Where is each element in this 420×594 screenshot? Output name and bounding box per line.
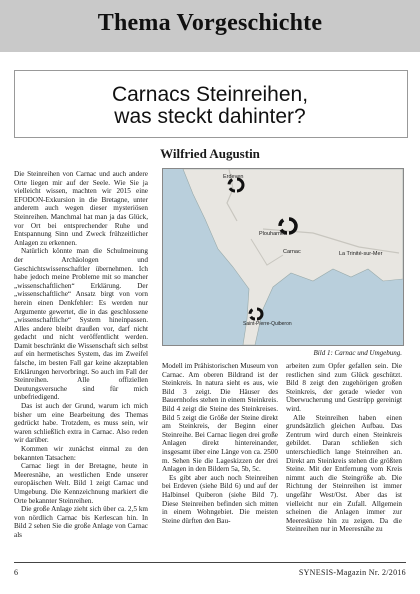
article-title-line-2: was steckt dahinter? (114, 105, 306, 128)
text-column-middle (162, 362, 278, 558)
author-name: Wilfried Augustin (160, 146, 260, 161)
text-column-left (14, 170, 148, 556)
paragraph: Carnac liegt in der Bretagne, heute in Meeresnähe, an westlichen Ende unserer europäischen Welt. Bild 1 zeigt Carnac und Umgebung. Die Kennzeichnung markiert die Orte bekannter Steinreihen. (14, 462, 148, 505)
paragraph: Kommen wir zunächst einmal zu den bekannten Tatsachen: (14, 445, 148, 462)
article-title (14, 84, 406, 128)
paragraph: arbeiten zum Opfer gefallen sein. Die restlichen sind zum Glück geschützt. Bild 8 zeigt den zugehörigen großen Steinkreis, der gerade wieder von Überwucherung und Gestrüpp gereinigt wird. (286, 362, 402, 413)
map-graphic (163, 169, 403, 345)
map-figure (162, 168, 404, 346)
section-title: Thema Vorgeschichte (97, 10, 323, 36)
page-number: 6 (14, 568, 18, 577)
paragraph: Modell im Prähistorischen Museum von Carnac. Am oberen Bildrand ist der Steinkreis. In natura sieht es aus, wie Bild 3 zeigt. Die Häuser des Bauernhofes stehen in einem Steinkreis. Bild 4 zeigt die Steine des Steinkreises. Bild 5 zeigt die Größe der Steine direkt am Steinkreis, der Beginn einer Steinreihe. Bei Carnac liegen drei große Anlagen direkt hintereinander, insgesamt über eine Länge von ca. 2500 m. Sehen Sie die Lageskizzen der drei Anlagen in den Bildern 5a, 5b, 5c. (162, 362, 278, 474)
map-label-carnac: Carnac (283, 249, 301, 255)
publication-footer: SYNESIS-Magazin Nr. 2/2016 (298, 568, 406, 577)
map-label-erdeven: Erdeven (223, 174, 244, 180)
paragraph: Die Steinreihen von Carnac und auch andere Orte liegen mir auf der Seele. Wie Sie ja vielleicht wissen, machten wir 2015 eine EFODON-Exkursion in die Bretagne, unter anderem auch wegen dieser mysteriösen Steinreihen. Manchmal hat man ja das Glück, vor Ort bei entsprechender Ruhe und Entspannung Sinn und Zweck frühzeitlicher Anlagen zu erkennen. (14, 170, 148, 247)
paragraph: Es gibt aber auch noch Steinreihen bei Erdeven (siehe Bild 6) und auf der Halbinsel Quiberon (siehe Bild 7). Diese Steinreihen befinden sich mitten in einem Wohngebiet. Die meisten Steine dürften den Bau- (162, 473, 278, 525)
article-title-line-1: Carnacs Steinreihen, (111, 83, 309, 106)
paragraph: Das ist auch der Grund, warum ich mich bisher um eine Bearbeitung des Themas gedrückt habe. Trotzdem, es muss sein, wir waren schließlich extra in Carnac. Also reden wir darüber. (14, 402, 148, 445)
paragraph: Die große Anlage zieht sich über ca. 2,5 km von nördlich Carnac bis Kerlescan hin. In Bild 2 sehen Sie die große Anlage von Carnac als (14, 505, 148, 539)
footer-rule (14, 562, 406, 563)
text-column-right (286, 362, 402, 558)
map-label-la-trinite: La Trinité-sur-Mer (339, 251, 383, 257)
map-caption: Bild 1: Carnac und Umgebung. (313, 349, 402, 357)
map-label-plouharnel: Plouharnel (259, 231, 286, 237)
paragraph: Natürlich könnte man die Schulmeinung der Archäologen und Geschichtswissenschaftler übernehmen. Ich habe jedoch meine Probleme mit so mancher „wissenschaftlichen“ Erklärung. Der „wissenschaftliche“ Ansatz birgt von vorn herein einen Denkfehler: Es werden nur Argumente gewertet, die in das geschlossene „wissenschaftliche“ System hineinpassen. Alles andere bleibt draußen vor, darf nicht gedacht und nicht veröffentlicht werden. Damit beschränkt die Wissenschaft sich selbst auf ein hermetisches System, das im Zweifel falsche, im besten Fall gar keine akzeptablen Erklärungen hervorbringt. So auch im Fall der Steinreihen. Alle offiziellen Deutungsversuche sind für mich unbefriedigend. (14, 247, 148, 402)
paragraph: Alle Steinreihen haben einen grundsätzlich gleichen Aufbau. Das Zentrum wird durch einen Steinkreis gebildet. Daran schließen sich unterschiedlich lange Steinreihen an. Direkt am Steinkreis stehen die größten Steine. Mit der Entfernung vom Kreis nimmt auch die Steingröße ab. Die Richtung der Steinreihen ist immer ungefähr West/Ost. Aber das ist vielleicht nur ein Zufall. Allgemein scheinen die Anlagen immer zur Meeresküste hin zu zeigen. Da die Steinreihen nur in Meeresnähe zu (286, 413, 402, 534)
map-label-saint-pierre-quiberon: Saint-Pierre-Quiberon (243, 321, 292, 327)
